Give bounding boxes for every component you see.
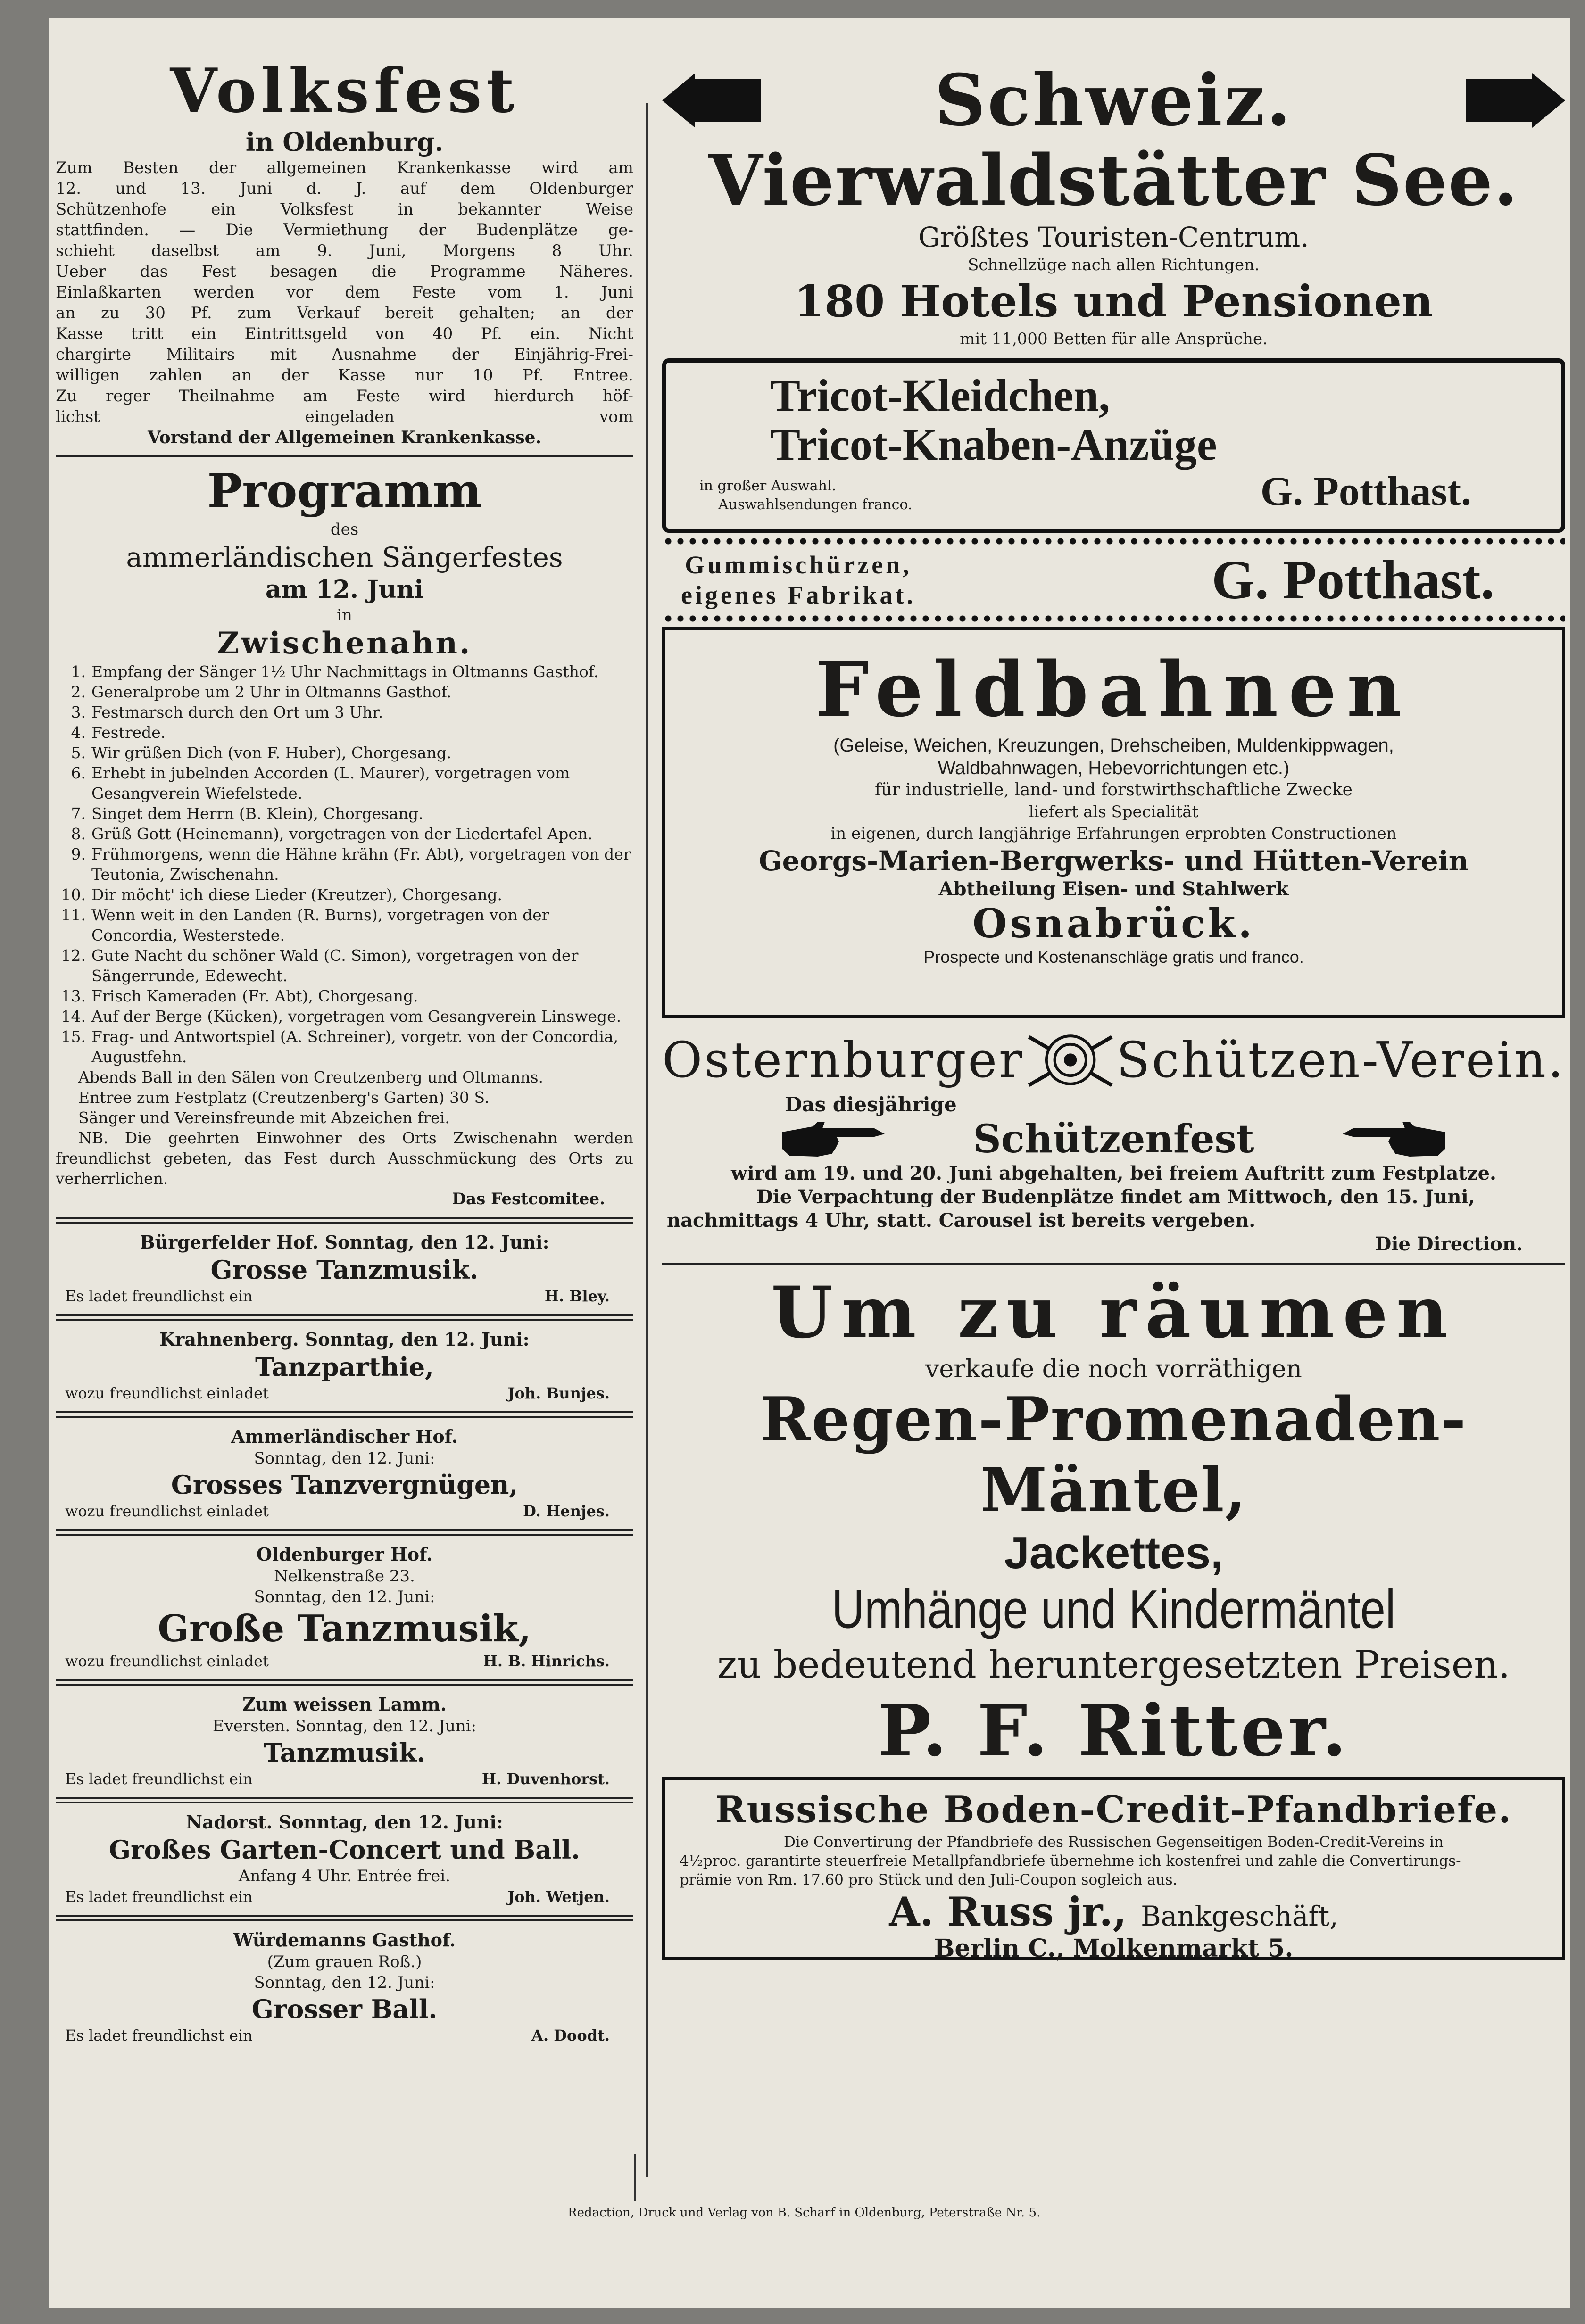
dotted-divider [662,615,1565,622]
target-crossed-rifles-icon [1024,1027,1116,1093]
volksfest-text-line: Ueber das Fest besagen die Programme Näheres. [56,262,633,281]
programm-item [56,885,633,905]
newspaper-page [49,18,1570,2308]
programm-item [56,905,633,945]
divider [56,1217,633,1224]
ad-sub: Sonntag, den 12. Juni: [254,1449,435,1468]
ad-sub: (Zum grauen Roß.) [267,1952,422,1971]
programm-note: Sänger und Vereinsfreunde mit Abzeichen frei. [78,1108,450,1127]
tricot-line2: Tricot-Knaben-Anzüge [770,419,1217,470]
hotels-line: 180 Hotels und Pensionen [794,276,1433,327]
volksfest-text-line: stattfinden. — Die Vermiethung der Budenplätze ge- [56,221,633,240]
russ-title: Russische Boden-Credit-Pfandbriefe. [715,1788,1512,1831]
feldbahnen-dept: Abtheilung Eisen- und Stahlwerk [938,878,1289,900]
volksfest-body [56,157,633,427]
programm-item [56,986,633,1006]
programm-item-text: Grüß Gott (Heinemann), vorgetragen von der Liedertafel Apen. [91,825,593,843]
ad-foot [56,1383,633,1404]
programm-item-number: 6. [71,764,86,782]
programm-item-number: 12. [61,946,86,965]
ad-foot-name: Joh. Bunjes. [507,1384,610,1402]
volksfest-text-line: Zu reger Theilnahme am Feste wird hierdurch höf- [56,387,633,405]
programm-item-text: Empfang der Sänger 1½ Uhr Nachmittags in Oltmanns Gasthof. [91,662,599,681]
programm-item-text: Wenn weit in den Landen (R. Burns), vorgetragen von der Concordia, Westerstede. [91,906,549,944]
column-divider-end [634,2154,636,2201]
divider [56,1314,633,1321]
ad-head: Nadorst. Sonntag, den 12. Juni: [186,1811,503,1833]
ad-foot-text: wozu freundlichst einladet [65,1652,269,1670]
tricot-small1: in großer Auswahl. [699,478,837,494]
programm-item-number: 14. [61,1007,86,1026]
gummi-firm: G. Potthast. [1212,549,1494,611]
programm-item-text: Frisch Kameraden (Fr. Abt), Chorgesang. [91,987,418,1005]
volksfest-text-line: Schützenhofe ein Volksfest in bekannter Weise [56,200,633,219]
divider [56,1529,633,1536]
divider [662,1263,1565,1265]
ad-foot-text: wozu freundlichst einladet [65,1502,269,1520]
schuetzenfest-title: Schützenfest [973,1117,1254,1162]
volksfest-subtitle: in Oldenburg. [245,127,444,157]
volksfest-text-line: chargirte Militairs mit Ausnahme der Einjährig-Frei- [56,345,633,364]
tricot-small2: Auswahlsendungen franco. [718,496,913,513]
gummi-line1: Gummischürzen, [685,551,912,579]
ad-foot-name: D. Henjes. [523,1502,610,1520]
programm-item-number: 11. [61,906,86,924]
programm-title: Programm [207,464,482,518]
schuetzen-body1: wird am 19. und 20. Juni abgehalten, bei freiem Auftritt zum Festplatze. [731,1162,1496,1184]
programm-item-text: Gute Nacht du schöner Wald (C. Simon), vorgetragen von der Sängerrunde, Edewecht. [91,946,579,985]
programm-item [56,844,633,885]
programm-item [56,945,633,986]
programm-item-number: 7. [71,804,86,823]
tricot-ad [662,358,1565,533]
ad-foot-name: A. Doodt. [531,2026,610,2044]
programm-item-number: 15. [61,1027,86,1046]
feldbahnen-foot: Prospecte und Kostenanschläge gratis und franco. [923,947,1304,967]
volksfest-text-line: Zum Besten der allgemeinen Krankenkasse wird am [56,158,633,177]
volksfest-text-line: willigen zahlen an der Kasse nur 10 Pf. Entree. [56,366,633,385]
ad-head: Oldenburger Hof. [256,1544,433,1565]
ad-foot [56,2025,633,2046]
programm-item [56,722,633,743]
ritter-coats: Regen-Promenaden-Mäntel, [760,1384,1467,1526]
schuetzen-signature: Die Direction. [1375,1233,1523,1255]
ad-foot-text: Es ladet freundlichst ein [65,1287,253,1305]
ad-main: Grosser Ball. [251,1994,438,2024]
programm-item [56,763,633,803]
programm-item [56,743,633,763]
ad-sub: Nelkenstraße 23. [274,1567,415,1586]
volksfest-text-line: lichst eingeladen vom [56,407,633,426]
programm-signature: Das Festcomitee. [452,1190,605,1208]
ad-foot-text: Es ladet freundlichst ein [65,2026,253,2044]
schweiz-banner [662,60,1565,141]
ad-foot-name: H. Bley. [544,1287,610,1305]
beds-line: mit 11,000 Betten für alle Ansprüche. [960,330,1268,348]
programm-notes [56,1067,633,1189]
local-ad [56,1231,633,1307]
programm-item-number: 3. [71,703,86,721]
ad-foot-name: Joh. Wetjen. [507,1888,610,1906]
local-ad [56,1693,633,1789]
local-ad [56,1425,633,1522]
programm-item-text: Dir möcht' ich diese Lieder (Kreutzer), Chorgesang. [91,885,503,904]
feldbahnen-company: Georgs-Marien-Bergwerks- und Hütten-Verein [759,845,1469,877]
local-ad [56,1543,633,1671]
programm-item-text: Festrede. [91,723,166,742]
programm-item [56,824,633,844]
right-column [662,56,1565,2234]
programm-note: NB. Die geehrten Einwohner des Orts Zwischenahn werden freundlichst gebeten, das Fest durch Ausschmückung des Orts zu verherrlichen. [56,1129,633,1188]
ritter-jackets: Jackettes, [1004,1528,1223,1578]
programm-item-text: Festmarsch durch den Ort um 3 Uhr. [91,703,383,721]
programm-item-text: Singet dem Herrn (B. Klein), Chorgesang. [91,804,423,823]
ad-foot [56,1769,633,1789]
volksfest-text-line: Einlaßkarten werden vor dem Feste vom 1. Juni [56,283,633,302]
volksfest-text-line: Kasse tritt ein Eintrittsgeld von 40 Pf. ein. Nicht [56,324,633,343]
pointing-hand-right-icon [780,1118,888,1160]
schuetzen-body3: nachmittags 4 Uhr, statt. Carousel ist bereits vergeben. [667,1209,1256,1232]
ritter-price: zu bedeutend heruntergesetzten Preisen. [717,1643,1510,1687]
programm-item-text: Frag- und Antwortspiel (A. Schreiner), vorgetr. von der Concordia, Augustfehn. [91,1027,619,1066]
feldbahnen-items: (Geleise, Weichen, Kreuzungen, Drehscheiben, Muldenkippwagen, [833,735,1394,756]
programm-list [56,662,633,1067]
volksfest-text-line: an zu 30 Pf. zum Verkauf bereit gehalten; an der [56,304,633,323]
feldbahnen-city: Osnabrück. [972,900,1255,947]
programm-item-number: 8. [71,825,86,843]
local-ad [56,1811,633,1907]
ad-main: Große Tanzmusik, [158,1607,531,1650]
schuetzen-intro: Das diesjährige [785,1093,957,1116]
ad-foot [56,1286,633,1307]
ad-main: Großes Garten-Concert und Ball. [109,1835,580,1865]
ad-foot-text: wozu freundlichst einladet [65,1384,269,1402]
ritter-ad [662,1271,1565,1771]
programm-subtitle: ammerländischen Sängerfestes [126,541,563,573]
schweiz-title: Schweiz. [934,59,1293,142]
ad-sub: Eversten. Sonntag, den 12. Juni: [212,1717,477,1736]
ritter-title: Um zu räumen [771,1271,1456,1354]
programm-item-number: 9. [71,845,86,863]
schuetzen-body2: Die Verpachtung der Budenplätze findet am Mittwoch, den 15. Juni, [756,1186,1475,1208]
imprint: Redaction, Druck und Verlag von B. Scharf in Oldenburg, Peterstraße Nr. 5. [568,2206,1041,2220]
ad-sub: Anfang 4 Uhr. Entrée frei. [238,1867,451,1886]
gummi-ad [662,550,1565,610]
russ-text1: Die Convertirung der Pfandbriefe des Russischen Gegenseitigen Boden-Credit-Vereins in [783,1834,1444,1851]
ad-foot [56,1501,633,1522]
programm-item-text: Erhebt in jubelnden Accorden (L. Maurer), vorgetragen vom Gesangverein Wiefelstede. [91,764,570,802]
volksfest-signature: Vorstand der Allgemeinen Krankenkasse. [147,428,542,447]
ritter-sub: verkaufe die noch vorräthigen [925,1355,1302,1383]
feldbahnen-purpose: für industrielle, land- und forstwirthschaftliche Zwecke [875,780,1353,800]
feldbahnen-ad [662,627,1565,1018]
russ-text2: 4½proc. garantirte steuerfreie Metallpfandbriefe übernehme ich kostenfrei und zahle die Convertirungs- [680,1853,1461,1869]
ad-head: Ammerländischer Hof. [231,1426,458,1447]
ad-head: Würdemanns Gasthof. [233,1929,456,1951]
divider [56,1411,633,1418]
ad-main: Tanzmusik. [263,1737,426,1768]
ad-foot-name: H. Duvenhorst. [481,1770,610,1788]
feldbahnen-spec: liefert als Specialität [1029,802,1199,821]
tourist-centre: Größtes Touristen-Centrum. [918,221,1309,253]
russ-firm: A. Russ jr., [889,1888,1127,1935]
local-ad [56,1328,633,1404]
programm-item-text: Wir grüßen Dich (von F. Huber), Chorgesang. [91,744,452,762]
programm-note: Abends Ball in den Sälen von Creutzenberg und Oltmanns. [78,1068,544,1086]
divider [56,1797,633,1803]
programm-item-number: 2. [71,683,86,701]
pointing-hand-left-icon [1339,1118,1447,1160]
ad-head: Zum weissen Lamm. [242,1694,447,1715]
programm-item-text: Auf der Berge (Kücken), vorgetragen vom Gesangverein Linswege. [91,1007,622,1026]
schuetzen-title-right: Schützen-Verein. [1116,1031,1565,1089]
programm-date: am 12. Juni [265,575,424,604]
programm-item-number: 4. [71,723,86,742]
programm-item [56,682,633,702]
feldbahnen-items2: Waldbahnwagen, Hebevorrichtungen etc.) [938,758,1290,778]
schuetzen-title-left: Osternburger [662,1031,1024,1089]
programm-item [56,702,633,722]
schuetzen-ad [662,1027,1565,1256]
ad-main: Tanzparthie, [255,1352,434,1382]
ad-foot [56,1651,633,1671]
russ-address: Berlin C., Molkenmarkt 5. [934,1934,1294,1963]
ad-head: Bürgerfelder Hof. Sonntag, den 12. Juni: [140,1232,549,1253]
ad-main: Grosse Tanzmusik. [210,1255,479,1285]
left-column [56,56,633,2234]
programm-item-number: 5. [71,744,86,762]
russ-firm-type: Bankgeschäft, [1141,1900,1338,1932]
programm-note: Entree zum Festplatz (Creutzenberg's Garten) 30 S. [78,1088,490,1107]
programm-item [56,1006,633,1026]
programm-item [56,803,633,824]
programm-item-text: Frühmorgens, wenn die Hähne krähn (Fr. Abt), vorgetragen von der Teutonia, Zwischenahn. [91,845,631,884]
programm-place: Zwischenahn. [217,626,472,661]
arrow-right-icon [1466,73,1565,128]
programm-item [56,1026,633,1067]
programm-item-text: Generalprobe um 2 Uhr in Oltmanns Gasthof. [91,683,452,701]
arrow-left-icon [662,73,761,128]
russ-ad [662,1777,1565,1963]
local-ad [56,1929,633,2046]
tricot-line1: Tricot-Kleidchen, [770,370,1110,421]
ad-head: Krahnenberg. Sonntag, den 12. Juni: [159,1329,530,1350]
feldbahnen-title: Feldbahnen [815,645,1412,734]
russ-text3: prämie von Rm. 17.60 pro Stück und den Juli-Coupon sogleich aus. [680,1871,1178,1888]
ad-main: Grosses Tanzvergnügen, [171,1470,518,1500]
ad-sub2: Sonntag, den 12. Juni: [254,1588,435,1606]
feldbahnen-constr: in eigenen, durch langjährige Erfahrungen erprobten Constructionen [830,824,1397,843]
divider [56,455,633,457]
ritter-umhaenge: Umhänge und Kindermäntel [831,1579,1396,1640]
divider [56,1915,633,1921]
programm-item-number: 10. [61,885,86,904]
ad-sub2: Sonntag, den 12. Juni: [254,1973,435,1992]
programm-item [56,662,633,682]
dotted-divider [662,538,1565,545]
programm-des: des [330,520,359,539]
lake-title: Vierwaldstätter See. [708,139,1519,221]
ad-foot [56,1886,633,1907]
volksfest-title: Volksfest [170,56,519,126]
programm-item-number: 1. [71,662,86,681]
gummi-line2: eigenes Fabrikat. [681,581,916,609]
divider [56,1679,633,1686]
volksfest-text-line: schieht daselbst am 9. Juni, Morgens 8 Uhr. [56,241,633,260]
ad-foot-text: Es ladet freundlichst ein [65,1888,253,1906]
column-divider [646,103,648,2177]
tricot-firm: G. Potthast. [1260,469,1471,514]
programm-item-number: 13. [61,987,86,1005]
ritter-firm: P. F. Ritter. [878,1689,1350,1772]
ad-foot-text: Es ladet freundlichst ein [65,1770,253,1788]
ad-foot-name: H. B. Hinrichs. [483,1652,610,1670]
local-ads [56,1217,633,2046]
programm-in: in [337,606,352,625]
trains-line: Schnellzüge nach allen Richtungen. [968,256,1260,274]
volksfest-text-line: 12. und 13. Juni d. J. auf dem Oldenburger [56,179,633,198]
